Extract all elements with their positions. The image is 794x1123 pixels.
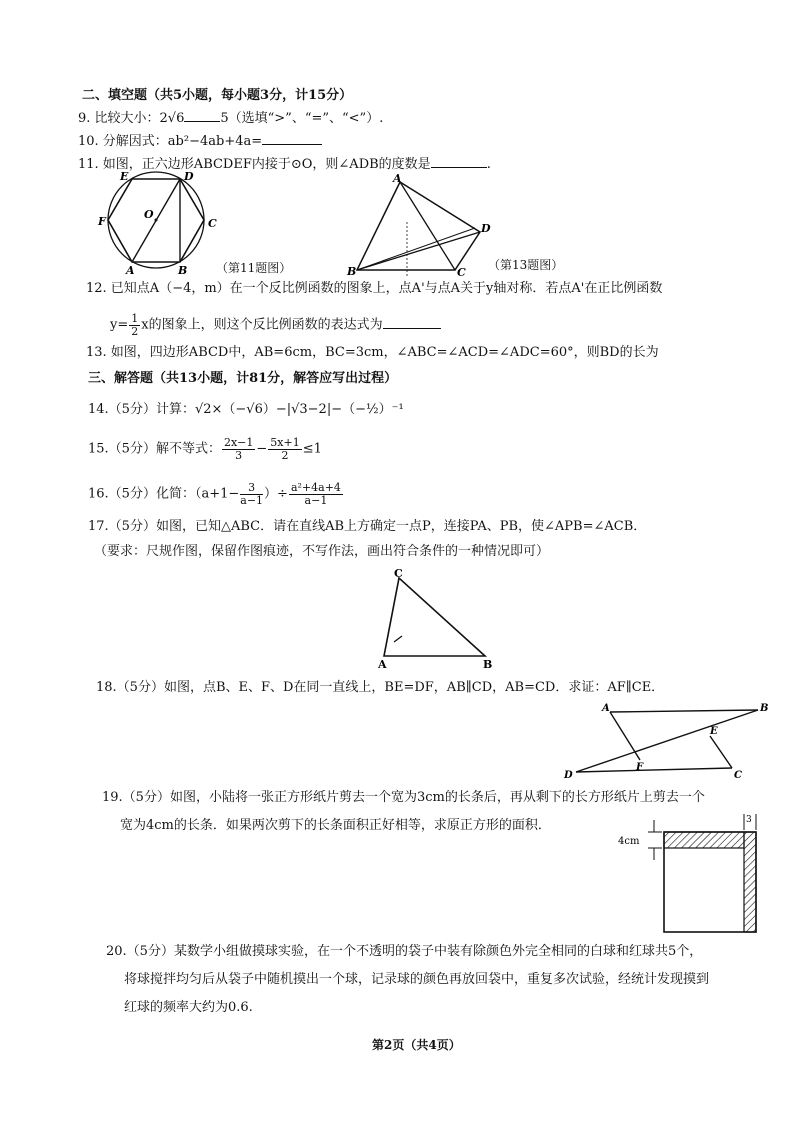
fig13-line-ac [400,182,455,270]
question-12-line2 [110,313,441,337]
q15-frac1-den: 3 [235,448,243,462]
question-13: 13. 如图，四边形ABCD中，AB=6cm，BC=3cm，∠ABC=∠ACD=∠ADC=60°，则BD的长为 [86,345,659,360]
question-17-line2: （要求：尺规作图，保留作图痕迹，不写作法，画出符合条件的一种情况即可） [94,544,550,559]
fig19-top-strip [664,832,744,848]
question-10 [78,134,322,150]
fig13-quad [357,182,480,270]
question-20-line2: 将球搅拌均匀后从袋子中随机摸出一个球，记录球的颜色再放回袋中，重复多次试验，经统计发现摸到 [124,972,710,987]
fig18-label-d: D [564,770,573,781]
figure-19-square [618,812,768,936]
figure-11-hexagon [96,170,221,278]
fig18-line-dc [576,768,732,772]
fig13-label-c: C [457,266,466,277]
fig17-tick [394,636,402,642]
q16-frac2-den: a−1 [304,493,328,507]
q16-fraction-2 [289,482,343,506]
q15-fraction-1 [222,437,255,461]
figure-18-lines [560,700,775,782]
fig19-label-4cm: 4cm [618,836,640,847]
question-17-line1: 17.（5分）如图，已知△ABC．请在直线AB上方确定一点P，连接PA、PB，使∠APB=∠ACB． [88,519,647,534]
question-16 [88,482,344,506]
fig11-label-c: C [208,217,217,230]
question-15 [88,437,322,461]
fig11-center-point [155,219,158,222]
q9-text-a: 9. 比较大小：2√6 [78,111,185,126]
q16-text-pre: 16.（5分）化简：（a+1− [88,486,240,502]
fig18-line-af [610,712,640,760]
fig18-label-a: A [602,703,610,714]
q12-frac-den: 2 [131,324,139,338]
page-footer: 第2页（共4页） [372,1038,461,1052]
q15-fraction-2 [268,437,301,461]
question-19-line1: 19.（5分）如图，小陆将一张正方形纸片剪去一个宽为3cm的长条后，再从剩下的长方形纸片上剪去一个 [102,790,705,805]
q15-text-pre: 15.（5分）解不等式： [88,441,221,457]
fig11-label-e: E [120,170,129,183]
q16-frac1-den: a−1 [240,493,264,507]
figure-13-quadrilateral [345,172,495,277]
q9-text-b: 5（选填“>”、“=”、“<”）. [220,111,384,126]
fig11-label-f: F [98,215,106,228]
q16-frac2-num: a²+4a+4 [290,481,341,494]
fig13-label-a: A [393,172,402,185]
q11-answer-blank[interactable] [431,166,487,168]
q11-text-b: . [486,157,491,172]
fig18-label-b: B [760,703,769,714]
question-9 [78,111,383,127]
q16-text-mid: ）÷ [264,486,288,502]
q15-text-post: ≤1 [302,441,322,457]
fig13-line-bd [357,232,480,270]
q10-text: 10. 分解因式：ab²−4ab+4a= [78,134,263,149]
question-18: 18.（5分）如图，点B、E、F、D在同一直线上，BE=DF，AB∥CD，AB=CD．求证：AF∥CE． [96,680,665,695]
fig13-label-b: B [347,265,357,277]
question-20-line3: 红球的频率大约为0.6. [124,1000,253,1015]
q15-frac2-den: 2 [281,448,289,462]
q9-answer-blank[interactable] [184,120,220,122]
q16-frac1-num: 3 [240,482,263,495]
q15-frac1-num: 2x−1 [223,436,254,449]
fig17-label-c: C [394,567,403,580]
fig18-line-bd [576,710,758,772]
q15-minus: − [256,441,268,457]
fig11-label-o: O [144,208,154,221]
section3-title: 三、解答题（共13小题，计81分，解答应写出过程） [88,371,398,386]
fig18-label-c: C [734,770,742,781]
question-20-line1: 20.（5分）某数学小组做摸球实验，在一个不透明的袋子中装有除颜色外完全相同的白球和红球共5个， [106,944,703,959]
q12-text-b: x的图象上，则这个反比例函数的表达式为 [141,317,383,333]
fig11-caption: （第11题图） [216,261,292,275]
fig13-label-d: D [481,222,491,235]
q12-frac-num: 1 [131,312,139,325]
fig19-label-3: 3 [746,815,752,825]
fig11-label-a: A [126,264,135,277]
section2-title: 二、填空题（共5小题，每小题3分，计15分） [82,88,353,103]
fig11-label-d: D [184,170,194,183]
question-14: 14.（5分）计算：√2×（−√6）−|√3−2|−（−½）⁻¹ [88,402,404,417]
fig11-label-b: B [178,264,188,277]
question-12-line1: 12. 已知点A（−4，m）在一个反比例函数的图象上，点A'与点A关于y轴对称．若点A'在正比例函数 [86,281,663,296]
q11-text-a: 11. 如图，正六边形ABCDEF内接于⊙O，则∠ADB的度数是 [78,157,431,172]
fig19-right-strip [744,832,756,932]
figure-17-triangle [372,566,502,670]
fig17-triangle [384,578,485,656]
q15-frac2-num: 5x+1 [270,436,300,449]
fig17-label-b: B [483,658,493,670]
fig17-label-a: A [378,658,387,670]
fig18-line-ec [710,736,732,768]
q12-answer-blank[interactable] [383,327,441,329]
question-19-line2: 宽为4cm的长条．如果两次剪下的长条面积正好相等，求原正方形的面积． [120,818,551,833]
fig18-line-ab [610,710,758,712]
q16-fraction-1 [240,482,263,506]
q12-y-eq: y= [110,317,129,333]
q12-fraction [129,313,140,337]
fig18-label-e: E [710,726,718,737]
fig18-label-f: F [636,762,644,773]
fig13-caption: （第13题图） [488,258,564,272]
q10-answer-blank[interactable] [262,143,322,145]
